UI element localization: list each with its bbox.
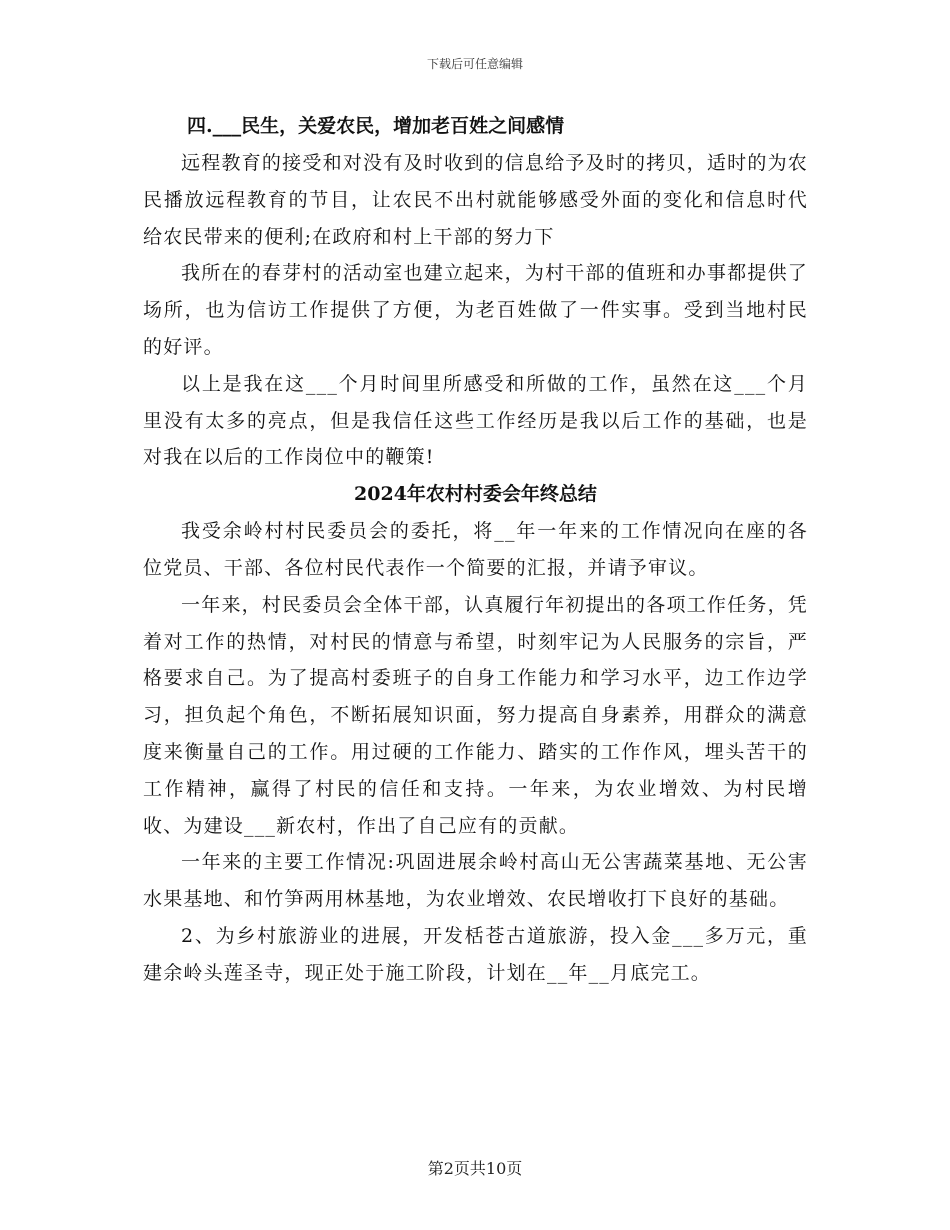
document-paragraph-1: 我受余岭村村民委员会的委托，将__年一年来的工作情况向在座的各位党员、干部、各位村民代表作一个简要的汇报，并请予审议。 [143,520,808,579]
page-number-footer: 第2页共10页 [427,1159,523,1178]
page-header-note: 下载后可任意编辑 [426,57,523,71]
document-title: 2024年农村村委会年终总结 [354,483,597,506]
document-paragraph-2: 一年来，村民委员会全体干部，认真履行年初提出的各项工作任务，凭着对工作的热情，对村民的情意与希望，时刻牢记为人民服务的宗旨，严格要求自己。为了提高村委班子的自身工作能力和学习水平，边工作边学习，担负起个角色，不断拓展知识面，努力提高自身素养，用群众的满意度来衡量自己的工作。用过硬的工作能力、踏实的工作作风，埋头苦干的工作精神，赢得了村民的信任和支持。一年来，为农业增效、为村民增收、为建设___新农村，作出了自己应有的贡献。 [143,593,808,837]
section-paragraph-2: 我所在的春芽村的活动室也建立起来，为村干部的值班和办事都提供了场所，也为信访工作提供了方便，为老百姓做了一件实事。受到当地村民的好评。 [143,262,808,358]
document-body [143,108,808,992]
section-paragraph-3: 以上是我在这___个月时间里所感受和所做的工作，虽然在这___个月里没有太多的亮点，但是我信任这些工作经历是我以后工作的基础，也是对我在以后的工作岗位中的鞭策! [143,372,808,469]
section-paragraph-1: 远程教育的接受和对没有及时收到的信息给予及时的拷贝，适时的为农民播放远程教育的节目，让农民不出村就能够感受外面的变化和信息时代给农民带来的便利;在政府和村上干部的努力下 [143,152,808,248]
document-paragraph-4: 2、为乡村旅游业的进展，开发栝苍古道旅游，投入金___多万元，重建余岭头莲圣寺，现正处于施工阶段，计划在__年__月底完工。 [143,924,808,984]
section-heading: 四.___民生，关爱农民，增加老百姓之间感情 [187,115,565,137]
document-paragraph-3: 一年来的主要工作情况:巩固进展余岭村高山无公害蔬菜基地、无公害水果基地、和竹笋两用林基地，为农业增效、农民增收打下良好的基础。 [143,851,808,911]
